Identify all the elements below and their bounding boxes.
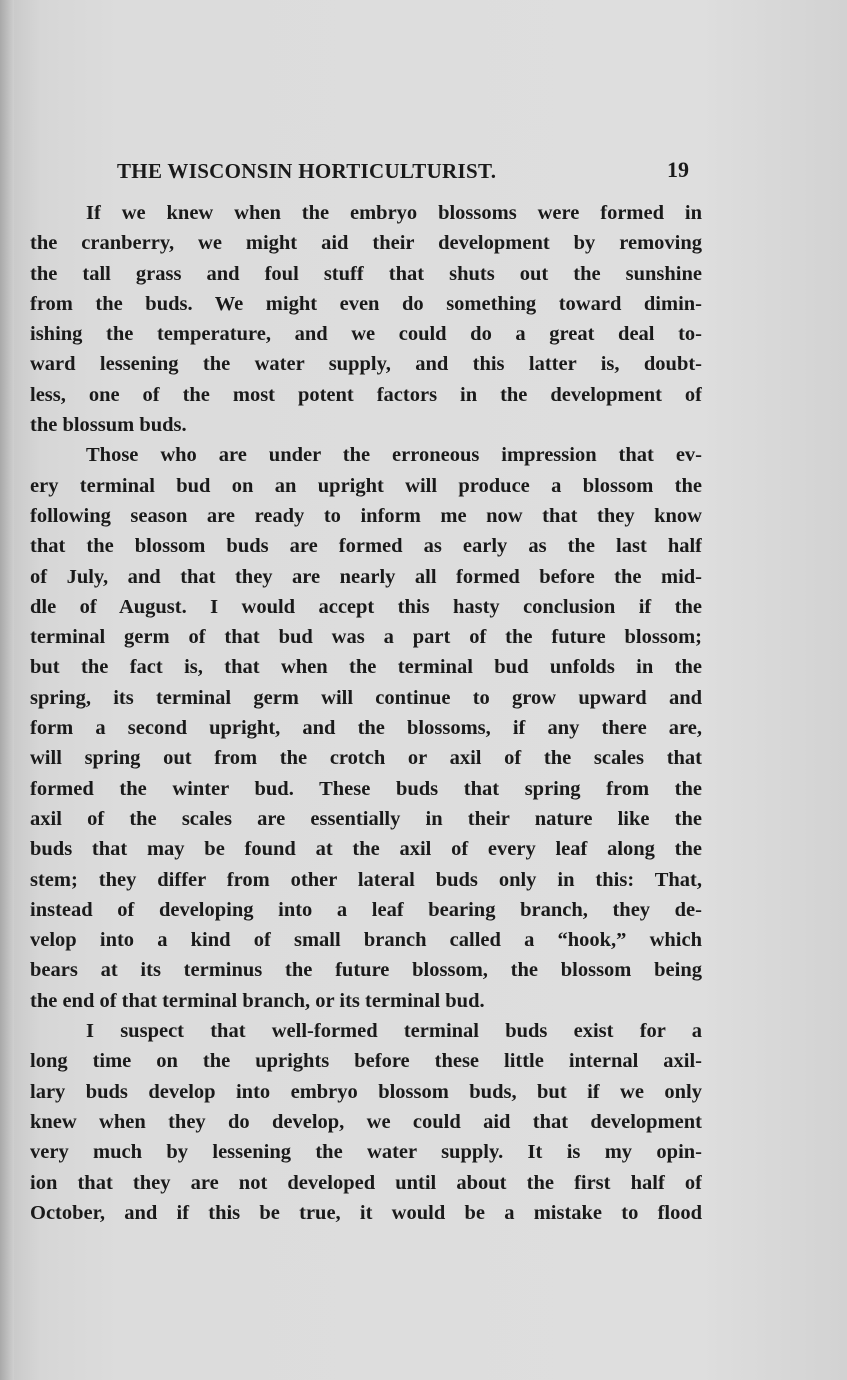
text-line: formed the winter bud. These buds that spring from the — [30, 777, 702, 800]
paragraph — [30, 440, 702, 1016]
text-line: If we knew when the embryo blossoms were formed in — [86, 202, 702, 224]
text-line: dle of August. I would accept this hasty conclusion if the — [30, 595, 702, 618]
text-line: following season are ready to inform me now that they know — [30, 504, 702, 527]
page-binding-edge — [0, 0, 14, 1380]
text-line: lary buds develop into embryo blossom buds, but if we only — [30, 1080, 702, 1103]
text-line: knew when they do develop, we could aid that development — [30, 1110, 702, 1133]
text-line: ery terminal bud on an upright will produce a blossom the — [30, 474, 702, 497]
text-line: but the fact is, that when the terminal bud unfolds in the — [30, 656, 702, 679]
text-line: long time on the uprights before these little internal axil- — [30, 1050, 702, 1073]
text-line: instead of developing into a leaf bearing branch, they de- — [30, 898, 702, 921]
running-head: THE WISCONSIN HORTICULTURIST. — [117, 159, 497, 183]
text-line: terminal germ of that bud was a part of the future blossom; — [30, 626, 702, 649]
text-line: from the buds. We might even do something toward dimin- — [30, 292, 702, 315]
body-text — [30, 198, 702, 1228]
text-line: the tall grass and foul stuff that shuts out the sunshine — [30, 262, 702, 285]
text-line: less, one of the most potent factors in the development of — [30, 383, 702, 406]
page-header — [117, 155, 689, 191]
page-number: 19 — [667, 157, 689, 182]
text-line: buds that may be found at the axil of every leaf along the — [30, 838, 702, 861]
paragraph — [30, 198, 702, 440]
text-line: stem; they differ from other lateral buds only in this: That, — [30, 868, 702, 891]
text-line: ishing the temperature, and we could do a great deal to- — [30, 323, 702, 346]
text-line: the cranberry, we might aid their development by removing — [30, 232, 702, 255]
text-line: October, and if this be true, it would be a mistake to flood — [30, 1201, 702, 1224]
text-line: ion that they are not developed until about the first half of — [30, 1171, 702, 1194]
paragraph — [30, 1016, 702, 1228]
text-line: ward lessening the water supply, and this latter is, doubt- — [30, 353, 702, 376]
text-line: that the blossom buds are formed as early as the last half — [30, 535, 702, 558]
text-line: spring, its terminal germ will continue to grow upward and — [30, 686, 702, 709]
text-line: form a second upright, and the blossoms, if any there are, — [30, 717, 702, 740]
text-line: axil of the scales are essentially in their nature like the — [30, 807, 702, 830]
text-line: velop into a kind of small branch called a “hook,” which — [30, 929, 702, 952]
text-line: very much by lessening the water supply. It is my opin- — [30, 1141, 702, 1164]
text-line: will spring out from the crotch or axil of the scales that — [30, 747, 702, 770]
text-line: of July, and that they are nearly all formed before the mid- — [30, 565, 702, 588]
text-line: Those who are under the erroneous impression that ev- — [86, 444, 702, 467]
text-line: bears at its terminus the future blossom, the blossom being — [30, 959, 702, 982]
text-line: I suspect that well-formed terminal buds exist for a — [86, 1020, 702, 1043]
text-line: the end of that terminal branch, or its terminal bud. — [30, 989, 485, 1012]
text-line: the blossum buds. — [30, 414, 187, 437]
